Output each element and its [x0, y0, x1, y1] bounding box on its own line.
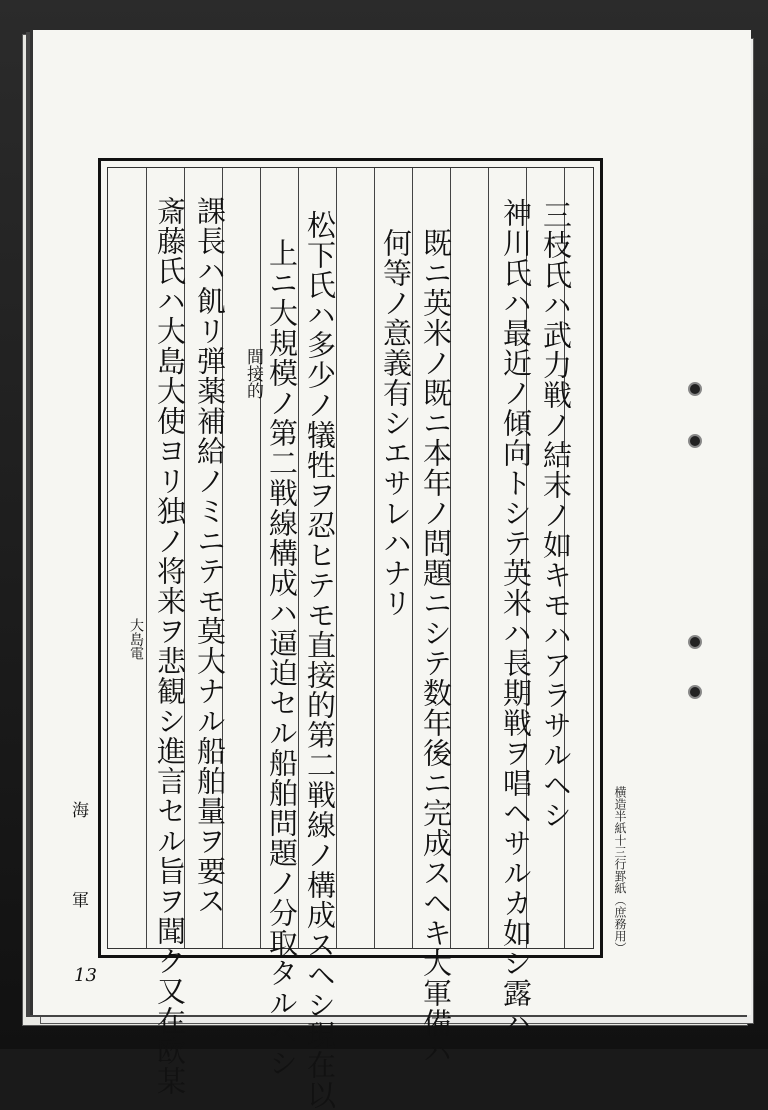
text-column-6: 上ニ大規模ノ第二戦線構成ハ逼迫セル船舶問題ノ分取タルヘシ — [265, 238, 299, 1078]
binder-hole — [688, 434, 702, 448]
text-column-2: 神川氏ハ最近ノ傾向トシテ英米ハ長期戦ヲ唱ヘサルカ如シ露ハ — [499, 198, 533, 1038]
text-column-7: 課長ハ飢リ弾薬補給ノミニテモ莫大ナル船舶量ヲ要ス — [193, 196, 227, 916]
ruling-line — [488, 168, 489, 948]
ruling-line — [374, 168, 375, 948]
text-column-1: 三枝氏ハ武力戦ノ結末ノ如キモハアラサルヘシ — [539, 200, 573, 830]
text-column-3: 既ニ英米ノ既ニ本年ノ問題ニシテ数年後ニ完成スヘキ大軍備ハ — [419, 228, 453, 1068]
ruling-line — [260, 168, 261, 948]
ruling-line — [146, 168, 147, 948]
annotation-oshima: 大島電 — [128, 618, 144, 660]
text-column-5: 松下氏ハ多少ノ犠牲ヲ忍ヒテモ直接的第二戦線ノ構成スヘシ現在以 — [303, 210, 337, 1110]
text-column-8: 斎藤氏ハ大島大使ヨリ独ノ将来ヲ悲観シ進言セル旨ヲ聞ク又在欧某 — [153, 196, 187, 1096]
binder-hole — [688, 685, 702, 699]
annotation-kansetsu: 間接的 — [243, 348, 263, 399]
binder-hole — [688, 635, 702, 649]
paper-footer-label: 横造半紙十三行罫紙（庶務用） — [613, 786, 627, 954]
binder-hole — [688, 382, 702, 396]
page-number: 13 — [74, 965, 97, 986]
text-column-4: 何等ノ意義有シエサレハナリ — [379, 228, 413, 618]
margin-label-bottom: 軍 — [72, 891, 89, 911]
margin-label-top: 海 — [72, 801, 89, 821]
